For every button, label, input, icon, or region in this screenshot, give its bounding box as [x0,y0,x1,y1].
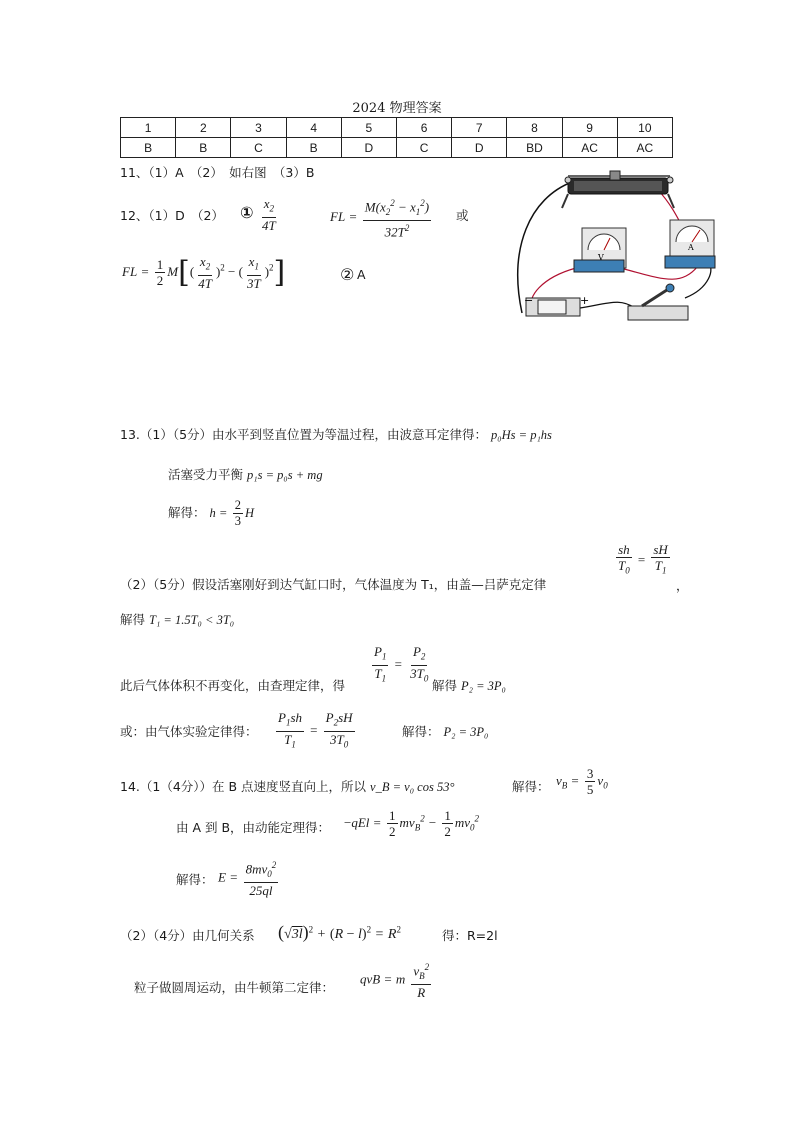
table-cell: D [341,138,396,158]
table-cell: B [286,138,341,158]
q14-p1-text: 14.（1（4分））在 B 点速度竖直向上，所以 [120,779,367,794]
table-cell: BD [507,138,562,158]
voltmeter-label: V [598,253,604,262]
q14-p4 [120,926,255,944]
circle-two: ② [340,265,355,284]
ammeter [665,220,715,268]
rheostat [562,171,674,208]
q14-p1-tail: 解得： [512,779,550,794]
q13-charles-eq: $\frac{P_1}{T_1}$ = $\frac{P_2}{3T_0}$ [374,644,429,684]
voltmeter [574,228,626,272]
q14-e-eq: E = $\frac{8mv_0^2}{25ql}$ [218,860,277,898]
q13-p7 [120,722,258,740]
table-cell: 4 [286,118,341,138]
table-cell: AC [617,138,672,158]
table-cell: AC [562,138,617,158]
q14-geometry-eq: $(√3l)^2 + (R - l)^2 = R^2$ [278,922,401,942]
circuit-diagram [510,168,722,328]
q13-p5-text: 解得 [120,612,146,627]
q12-lead: 12、（1）D （2） [120,208,224,223]
table-cell: 10 [617,118,672,138]
q14-newton-eq: qvB = m $\frac{v_B^2}{R}$ [360,962,430,1000]
switch [628,284,688,320]
q13-p6-text: 此后气体体积不再变化，由查理定律，得 [120,678,346,693]
q13-p2 [168,465,323,483]
q13-p7-text: 或：由气体实验定律得： [120,724,258,739]
q12-ans2: A [357,267,366,282]
q13-p5 [120,610,234,628]
q13-gay-lussac-eq: $\frac{sh}{T_0}$ = $\frac{sH}{T_1}$ [618,542,668,576]
q14-p4-result [442,926,498,944]
table-cell: 2 [176,118,231,138]
ammeter-label: A [688,243,694,252]
page-title: 2024 物理答案 [352,101,442,116]
q13-p6 [120,676,345,694]
q12-or: 或 [456,208,469,223]
table-cell: C [396,138,451,158]
q13-p7-tail: 解得： [402,724,440,739]
q13-p2-text: 活塞受力平衡 [168,467,244,482]
q13-p3-text: 解得： [168,505,206,520]
q14-p1 [120,777,454,795]
minus-sign: − [524,294,534,307]
table-cell: 5 [341,118,396,138]
q13-p5-eq: T₁ = 1.5T₀ < 3T₀ [149,613,235,627]
table-cell: 7 [452,118,507,138]
table-cell: 8 [507,118,562,138]
q14-p4-text: （2）（4分）由几何关系 [120,928,255,943]
q14-p5 [134,978,334,996]
q14-p2 [176,818,330,836]
q14-p4-tail: 得：R=2l [442,928,498,943]
q14-p3-text: 解得： [176,872,214,887]
q13-p4: （2）（5分）假设活塞刚好到达气缸口时，气体温度为 T₁，由盖—吕萨克定律 [120,577,547,592]
q14-p1-result [512,777,550,795]
q13-p2-eq: p₁s = p₀s + mg [247,468,323,482]
circle-one: ① [240,203,254,222]
q13-p3: 解得： h = $\frac{2}{3}$ H [168,498,255,528]
q12-formula-fl2: FL = $\frac{1}{2}$ M[( $\frac{x_2}{4T}$ )$^2$ − ( $\frac{x_1}{3T}$ )$^2$] [122,254,286,291]
q12-formula-fl1: FL = $\frac{M(x_2^2 - x_1^2)}{32T^2}$ [330,198,430,240]
q13-p6-result [432,676,506,694]
table-row-answers [121,138,673,158]
q14-p2-text: 由 A 到 B，由动能定理得： [176,820,331,835]
table-cell: B [121,138,176,158]
q13-p1 [120,425,552,443]
q11-answer: 11、（1）A （2） 如右图 （3）B [120,165,315,180]
q13-p1-eq: p₀Hs = p₁hs [491,428,552,442]
q14-vb-eq: $v_B$ = $\frac{3}{5}$ $v_0$ [556,766,608,797]
table-cell: 3 [231,118,286,138]
table-cell: 1 [121,118,176,138]
q13-p1-text: 13.（1）（5分）由水平到竖直位置为等温过程，由波意耳定律得： [120,427,488,442]
answer-table [120,117,673,158]
q12-frac-x2-4t: $\frac{x_2}{4T}$ [262,196,276,233]
plus-sign: + [580,294,590,307]
q13-gas-law-eq: $\frac{P_1sh}{T_1}$ = $\frac{P_2sH}{3T_0}$ [278,710,353,750]
table-row-numbers [121,118,673,138]
table-cell: B [176,138,231,158]
q14-p3 [176,870,214,888]
q14-energy-eq: −qEl = $\frac{1}{2}$ $mv_B^2$ − $\frac{1}{2}$ $mv_0^2$ [344,808,479,839]
table-cell: D [452,138,507,158]
q13-p6-eq: P₂ = 3P₀ [461,679,506,693]
table-cell: 9 [562,118,617,138]
table-cell: C [231,138,286,158]
q14-p1-eq: v_B = v₀ cos 53° [370,780,455,794]
q13-p7-eq: P₂ = 3P₀ [443,725,489,739]
battery [524,294,589,316]
q13-p6-tail: 解得 [432,678,458,693]
q13-comma: ， [676,578,689,593]
table-cell: 6 [396,118,451,138]
q13-p7-result [402,722,488,740]
q14-p5-text: 粒子做圆周运动，由牛顿第二定律： [134,980,335,995]
